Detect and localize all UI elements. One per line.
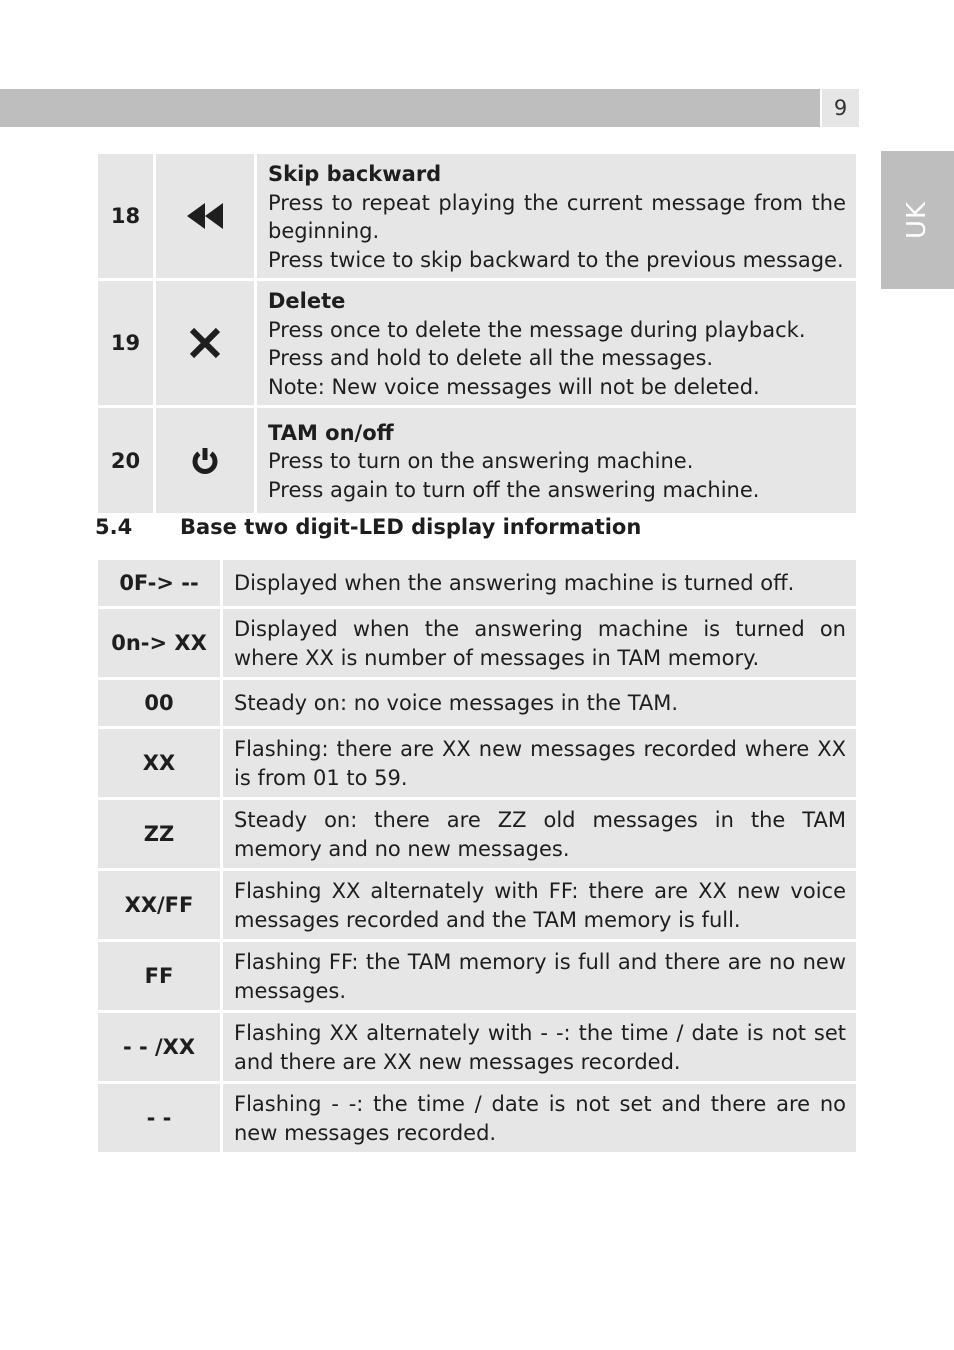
table-row — [98, 281, 856, 405]
table-row — [98, 942, 856, 1010]
table-row — [98, 871, 856, 939]
display-code: XX/FF — [98, 871, 220, 939]
table-row — [98, 1084, 856, 1152]
description-line: Note: New voice messages will not be deleted. — [268, 374, 760, 399]
skip-backward-icon — [156, 154, 254, 278]
button-description — [257, 281, 856, 405]
button-number: 20 — [98, 408, 153, 513]
button-description — [257, 154, 856, 278]
display-code: 00 — [98, 680, 220, 726]
display-code: 0F-> -- — [98, 560, 220, 606]
description-line: Press twice to skip backward to the previous message. — [268, 247, 844, 272]
description-line: Press and hold to delete all the messages. — [268, 346, 714, 370]
language-tab — [881, 151, 954, 289]
display-description: Flashing: there are XX new messages recorded where XX is from 01 to 59. — [223, 729, 856, 797]
table-row — [98, 609, 856, 677]
table-row — [98, 408, 856, 513]
description-line: Press again to turn off the answering machine. — [268, 477, 760, 502]
display-description: Flashing FF: the TAM memory is full and there are no new messages. — [223, 942, 856, 1010]
buttons-table — [95, 151, 859, 516]
display-description: Flashing - -: the time / date is not set and there are no new messages recorded. — [223, 1084, 856, 1152]
button-number: 18 — [98, 154, 153, 278]
display-code: - - /XX — [98, 1013, 220, 1081]
section-title: Base two digit-LED display information — [180, 515, 642, 539]
display-code: XX — [98, 729, 220, 797]
power-icon — [156, 408, 254, 513]
description-line: Press once to delete the message during playback. — [268, 317, 806, 342]
display-description: Flashing XX alternately with FF: there are XX new voice messages recorded and the TAM memory is full. — [223, 871, 856, 939]
button-description — [257, 408, 856, 513]
table-row — [98, 154, 856, 278]
description-line: Press to repeat playing the current message from the beginning. — [268, 190, 846, 243]
table-row — [98, 560, 856, 606]
button-title: Skip backward — [268, 162, 442, 186]
display-code: - - — [98, 1084, 220, 1152]
page-number: 9 — [822, 89, 859, 127]
table-row — [98, 680, 856, 726]
display-table — [95, 557, 859, 1155]
button-number: 19 — [98, 281, 153, 405]
display-description: Displayed when the answering machine is turned on where XX is number of messages in TAM memory. — [223, 609, 856, 677]
display-description: Displayed when the answering machine is turned off. — [223, 560, 856, 606]
display-code: 0n-> XX — [98, 609, 220, 677]
description-line: Press to turn on the answering machine. — [268, 449, 694, 474]
button-title: Delete — [268, 289, 346, 313]
table-row — [98, 729, 856, 797]
button-title: TAM on/off — [268, 420, 394, 445]
display-code: ZZ — [98, 800, 220, 868]
display-description: Steady on: no voice messages in the TAM. — [223, 680, 856, 726]
display-description: Flashing XX alternately with - -: the time / date is not set and there are XX new messages recorded. — [223, 1013, 856, 1081]
table-row — [98, 800, 856, 868]
table-row — [98, 1013, 856, 1081]
delete-x-icon — [156, 281, 254, 405]
display-code: FF — [98, 942, 220, 1010]
section-heading — [95, 515, 641, 539]
header-bar — [0, 89, 820, 127]
display-description: Steady on: there are ZZ old messages in the TAM memory and no new messages. — [223, 800, 856, 868]
language-tab-label: UK — [902, 200, 933, 240]
section-number: 5.4 — [95, 515, 133, 539]
